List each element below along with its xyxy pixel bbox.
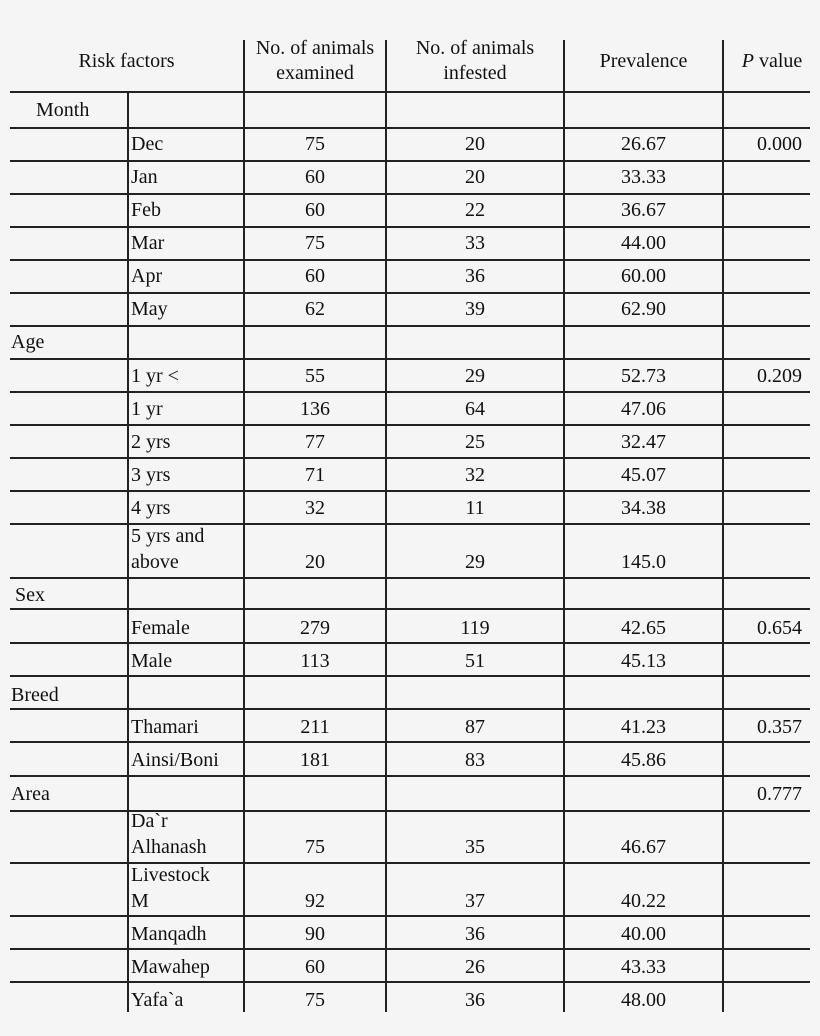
header-risk-factors: Risk factors [78, 50, 175, 72]
hline [10, 424, 810, 426]
hline [10, 259, 810, 261]
examined-value: 75 [305, 232, 325, 254]
row-label: Thamari [131, 716, 199, 738]
row-label: 3 yrs [131, 464, 171, 486]
examined-value: 75 [305, 989, 325, 1011]
infested-value: 36 [465, 265, 485, 287]
infested-value: 37 [465, 890, 485, 912]
row-label: 1 yr [131, 398, 163, 420]
hline [10, 642, 810, 644]
header-infested-line1: No. of animals [415, 37, 535, 59]
row-label: Ainsi/Boni [131, 749, 219, 771]
hline [10, 948, 810, 950]
p-value: 0.000 [757, 133, 802, 155]
infested-value: 20 [465, 133, 485, 155]
prevalence-value: 40.00 [621, 923, 666, 945]
examined-value: 279 [300, 617, 330, 639]
prevalence-value: 46.67 [621, 836, 666, 858]
hline [10, 457, 810, 459]
prevalence-value: 41.23 [621, 716, 666, 738]
p-value: 0.209 [757, 365, 802, 387]
infested-value: 51 [465, 650, 485, 672]
group-label-breed: Breed [11, 684, 59, 706]
header-infested [387, 36, 563, 86]
row-label [131, 808, 207, 860]
p-value: 0.777 [757, 783, 802, 805]
row-label [131, 862, 210, 914]
header-p-italic: P [741, 50, 754, 72]
row-label [131, 523, 204, 575]
group-label-area: Area [11, 783, 50, 805]
row-label: Apr [131, 265, 163, 287]
prevalence-value: 145.0 [621, 551, 666, 573]
row-label: 4 yrs [131, 497, 171, 519]
header-prevalence: Prevalence [599, 50, 688, 72]
row-label: 2 yrs [131, 431, 171, 453]
header-p-value [724, 49, 820, 74]
row-label: Jan [131, 166, 158, 188]
prevalence-value: 34.38 [621, 497, 666, 519]
hline [10, 490, 810, 492]
vline-col5 [722, 40, 724, 1012]
row-label: Female [131, 617, 190, 639]
examined-value: 60 [305, 166, 325, 188]
prevalence-value: 33.33 [621, 166, 666, 188]
group-label-month: Month [36, 99, 90, 121]
infested-value: 36 [465, 989, 485, 1011]
hline [10, 391, 810, 393]
infested-value: 25 [465, 431, 485, 453]
prevalence-value: 48.00 [621, 989, 666, 1011]
row-label-line1: 5 yrs and [131, 525, 205, 547]
hline [10, 292, 810, 294]
prevalence-value: 45.86 [621, 749, 666, 771]
p-value: 0.357 [757, 716, 802, 738]
hline [10, 358, 810, 360]
hline [10, 325, 810, 327]
prevalence-value: 44.00 [621, 232, 666, 254]
row-label: 1 yr < [131, 365, 179, 387]
hline [10, 675, 810, 677]
infested-value: 22 [465, 199, 485, 221]
examined-value: 62 [305, 298, 325, 320]
header-p-rest: value [753, 50, 803, 72]
infested-value: 36 [465, 923, 485, 945]
examined-value: 32 [305, 497, 325, 519]
header-examined [245, 36, 385, 86]
header-infested-line2: infested [443, 62, 507, 84]
infested-value: 29 [465, 551, 485, 573]
infested-value: 33 [465, 232, 485, 254]
p-value: 0.654 [757, 617, 802, 639]
infested-value: 39 [465, 298, 485, 320]
examined-value: 71 [305, 464, 325, 486]
examined-value: 113 [300, 650, 330, 672]
hline [10, 577, 810, 579]
group-label-sex: Sex [15, 584, 45, 606]
prevalence-value: 43.33 [621, 956, 666, 978]
examined-value: 75 [305, 836, 325, 858]
infested-value: 87 [465, 716, 485, 738]
prevalence-value: 47.06 [621, 398, 666, 420]
vline-col1 [127, 91, 129, 1012]
hline [10, 915, 810, 917]
prevalence-value: 26.67 [621, 133, 666, 155]
row-label: Mawahep [131, 956, 210, 978]
infested-value: 64 [465, 398, 485, 420]
examined-value: 75 [305, 133, 325, 155]
row-label-line1: Da`r [131, 810, 168, 832]
hline [10, 741, 810, 743]
infested-value: 20 [465, 166, 485, 188]
hline [10, 708, 810, 710]
hline [10, 862, 810, 864]
row-label-line2: Alhanash [131, 836, 207, 858]
infested-value: 32 [465, 464, 485, 486]
hline [10, 608, 810, 610]
infested-value: 83 [465, 749, 485, 771]
row-label-line2: above [131, 551, 179, 573]
row-label: Yafa`a [131, 989, 184, 1011]
row-label: Dec [131, 133, 164, 155]
row-label: Mar [131, 232, 165, 254]
prevalence-value: 45.13 [621, 650, 666, 672]
header-examined-line1: No. of animals [255, 37, 375, 59]
prevalence-value: 62.90 [621, 298, 666, 320]
examined-value: 90 [305, 923, 325, 945]
examined-value: 77 [305, 431, 325, 453]
header-examined-line2: examined [276, 62, 354, 84]
row-label: Feb [131, 199, 161, 221]
group-label-age: Age [11, 331, 45, 353]
row-label-line2: M [131, 890, 149, 912]
prevalence-value: 40.22 [621, 890, 666, 912]
prevalence-value: 36.67 [621, 199, 666, 221]
row-label: Manqadh [131, 923, 207, 945]
prevalence-value: 42.65 [621, 617, 666, 639]
prevalence-value: 45.07 [621, 464, 666, 486]
hline [10, 127, 810, 129]
examined-value: 55 [305, 365, 325, 387]
infested-value: 119 [460, 617, 490, 639]
examined-value: 211 [300, 716, 330, 738]
examined-value: 181 [300, 749, 330, 771]
hline [10, 91, 810, 93]
examined-value: 60 [305, 956, 325, 978]
prevalence-value: 32.47 [621, 431, 666, 453]
hline [10, 775, 810, 777]
hline [10, 193, 810, 195]
row-label: Male [131, 650, 173, 672]
infested-value: 11 [465, 497, 485, 519]
hline [10, 160, 810, 162]
hline [10, 810, 810, 812]
examined-value: 60 [305, 199, 325, 221]
row-label-line1: Livestock [131, 864, 210, 886]
infested-value: 29 [465, 365, 485, 387]
examined-value: 20 [305, 551, 325, 573]
infested-value: 26 [465, 956, 485, 978]
examined-value: 92 [305, 890, 325, 912]
prevalence-value: 52.73 [621, 365, 666, 387]
infested-value: 35 [465, 836, 485, 858]
prevalence-value: 60.00 [621, 265, 666, 287]
hline [10, 226, 810, 228]
hline [10, 981, 810, 983]
examined-value: 60 [305, 265, 325, 287]
row-label: May [131, 298, 168, 320]
examined-value: 136 [300, 398, 330, 420]
hline [10, 523, 810, 525]
